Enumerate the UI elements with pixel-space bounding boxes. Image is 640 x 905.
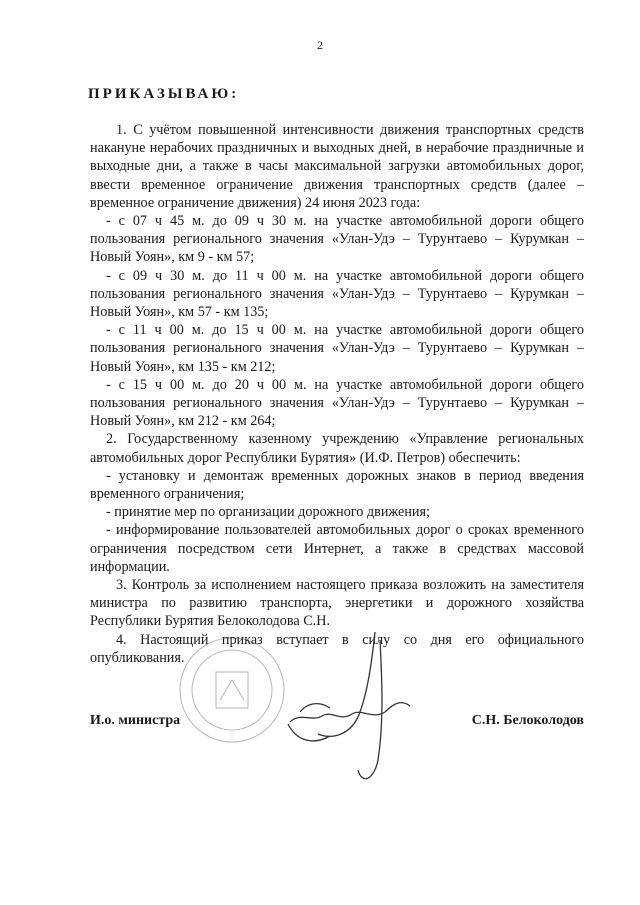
order-heading: ПРИКАЗЫВАЮ: xyxy=(88,86,240,102)
list-item-measures: - принятие мер по организации дорожного движения; xyxy=(106,504,430,521)
list-item-segment-2: - с 09 ч 30 м. до 11 ч 00 м. на участке автомобильной дороги общего пользования регионального значения «Улан-Удэ – Турунтаево – Курумкан – Новый Уоян», км 57 - км 135; xyxy=(90,267,584,321)
list-item-signs: - установку и демонтаж временных дорожных знаков в период введения временного ограничения; xyxy=(90,467,584,503)
list-item-segment-1: - с 07 ч 45 м. до 09 ч 30 м. на участке автомобильной дороги общего пользования регионального значения «Улан-Удэ – Турунтаево – Курумкан – Новый Уоян», км 9 - км 57; xyxy=(90,213,584,266)
list-item-informing: - информирование пользователей автомобильных дорог о сроках временного ограничения посредством сети Интернет, а также в средствах массовой информации. xyxy=(90,522,584,575)
list-item-segment-3: - с 11 ч 00 м. до 15 ч 00 м. на участке автомобильной дороги общего пользования регионального значения «Улан-Удэ – Турунтаево – Курумкан – Новый Уоян», км 135 - км 212; xyxy=(90,322,584,375)
document-body xyxy=(90,121,584,667)
signatory-name: С.Н. Белоколодов xyxy=(471,713,584,728)
paragraph-1: 1. С учётом повышенной интенсивности движения транспортных средств накануне нерабочих праздничных и выходных дней, в нерабочие праздничные и выходные дни, а также в часы максимальной загрузки автомобильных дорог, ввести временное ограничение движения транспортных средств (далее – временное ограничение движения) 24 июня 2023 года: xyxy=(90,122,584,211)
signatory-title: И.о. министра xyxy=(90,713,181,728)
paragraph-4: 4. Настоящий приказ вступает в силу со дня его официального опубликования. xyxy=(90,631,584,666)
paragraph-2: 2. Государственному казенному учреждению «Управление региональных автомобильных дорог Республики Бурятия» (И.Ф. Петров) обеспечить: xyxy=(90,431,584,466)
page-number: 2 xyxy=(317,38,323,52)
list-item-segment-4: - с 15 ч 00 м. до 20 ч 00 м. на участке автомобильной дороги общего пользования регионального значения «Улан-Удэ – Турунтаево – Курумкан – Новый Уоян», км 212 - км 264; xyxy=(90,376,584,430)
paragraph-3: 3. Контроль за исполнением настоящего приказа возложить на заместителя министра по развитию транспорта, энергетики и дорожного хозяйства Республики Бурятия Белоколодова С.Н. xyxy=(90,577,584,630)
